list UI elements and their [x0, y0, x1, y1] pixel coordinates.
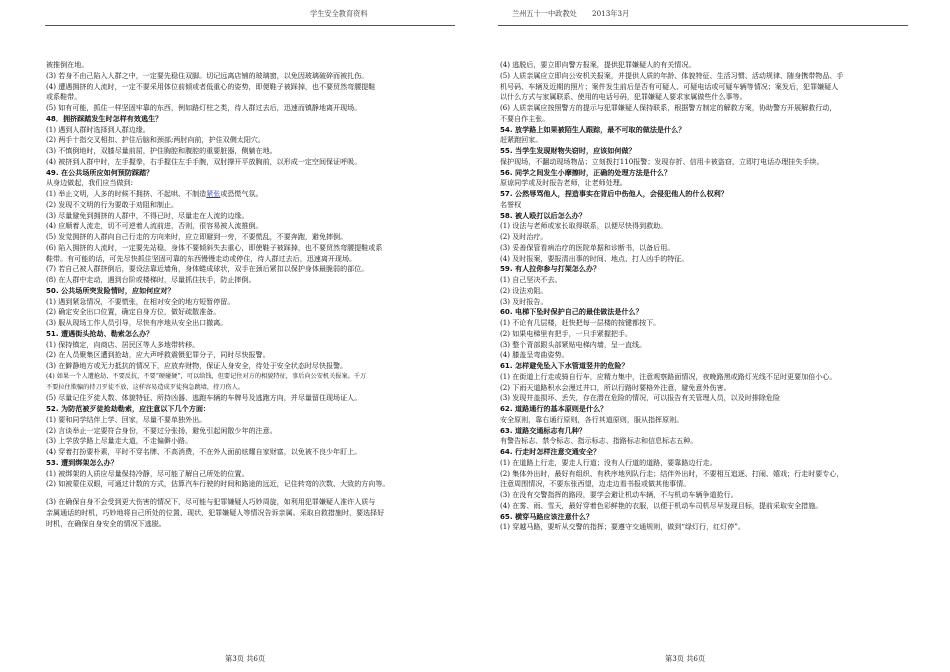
line-text: 63. 道路交通标志有几种？	[500, 425, 586, 435]
line-text: (3) 在僻静地方或无力抵抗的情况下，应放弃财物，保证人身安全，待处于安全状态时尽快报警。	[46, 361, 348, 370]
line-text: (2) 及时治疗。	[500, 232, 548, 241]
question-heading	[500, 168, 912, 179]
line-text: 57. 公然辱骂他人，捏造事实在背后中伤他人，会侵犯他人的什么权利？	[500, 189, 728, 198]
line-text: (1) 被绑架的人质应尽量保持冷静，尽可能了解自己所处的位置。	[46, 468, 249, 478]
text-line	[500, 393, 912, 404]
text-line	[500, 275, 912, 286]
line-text: 原谅同学或及时报告老师，让老师处理。	[500, 178, 627, 188]
text-line	[46, 264, 458, 275]
text-line	[500, 436, 912, 447]
line-text: (3) 在没有交警指挥的路段，要学会避让机动车辆，不与机动车辆争道抢行。	[500, 490, 738, 499]
text-line	[500, 469, 912, 480]
text-line	[500, 243, 912, 254]
text-line	[46, 447, 458, 458]
text-line	[46, 469, 458, 480]
line-text: (5) 发觉拥挤的人群向自己行走的方向来时，应立即避到一旁，不要慌乱，不要奔跑，避免摔倒。	[46, 232, 348, 241]
line-text: (2) 如被蒙住双眼，可通过计数的方式，估算汽车行驶的时间和路途的远近，记住转弯的次数、大致的方向等。	[46, 479, 390, 489]
question-heading	[500, 447, 912, 458]
text-line	[46, 426, 458, 437]
text-line	[500, 178, 912, 189]
text-line	[500, 329, 912, 340]
line-text: (3) 整个背部跟头部紧贴电梯内墙，呈一直线。	[500, 339, 647, 349]
line-text: 或系鞋带。	[46, 92, 82, 102]
line-text: 鞋带。有可能的话，可先尽快抓住坚固可靠的东西慢慢走动或停住，待人群过去后，迅速离开现场。	[46, 253, 357, 263]
line-text: (1) 遇到紧急情况，不要慌张，在相对安全的地方短暂停留。	[46, 296, 235, 306]
footer-page-left: 第3页 共6页	[225, 654, 266, 663]
line-text: (7) 若自己被人群挤倒后，要设法靠近墙角，身体蜷成球状，双手在颈后紧扣以保护身体最脆弱的部位。	[46, 264, 369, 274]
line-text: 时机，在确保自身安全的情况下逃脱。	[46, 518, 166, 528]
line-text: (3) 发现井盖损坏、丢失，存在潜在危险的情况，可以报告有关管理人员，以及时排除危险	[500, 393, 781, 403]
text-line	[46, 211, 458, 222]
text-line	[46, 178, 458, 189]
text-line	[500, 286, 912, 297]
question-heading	[46, 114, 458, 125]
text-line	[46, 275, 458, 286]
line-text: (3) 在确保自身不会受到更大伤害的情况下，尽可能与犯罪嫌疑人巧妙周旋，如利用犯罪嫌疑人准许人质与	[46, 497, 376, 506]
line-text: (2) 集体外出时，最好有组织、有秩序地列队行走；结伴外出时，不要相互追逐、打闹、嬉戏；行走时要专心，	[500, 468, 844, 478]
paragraph-gap	[46, 490, 458, 497]
line-text: (1) 穿越马路，要听从交警的指挥；要遵守交通规则，做到“绿灯行，红灯停”。	[500, 522, 745, 532]
question-heading	[500, 404, 912, 415]
text-line	[500, 415, 912, 426]
text-line	[46, 71, 458, 82]
text-line	[46, 82, 458, 93]
question-heading	[500, 426, 912, 437]
text-line	[46, 297, 458, 308]
question-heading	[500, 264, 912, 275]
line-text: 55. 当学生发现财物失窃时，应该如何做？	[500, 146, 636, 155]
line-text: (3) 上学放学路上尽量走大道，不走偏僻小路。	[46, 436, 193, 446]
line-text-tail: 或恐慌气氛。	[220, 189, 263, 198]
line-text: 60. 电梯下坠时保护自己的最佳做法是什么？	[500, 307, 643, 317]
question-heading	[46, 168, 458, 179]
left-column	[46, 60, 458, 529]
text-line	[46, 254, 458, 265]
text-line	[46, 372, 458, 383]
text-line	[500, 254, 912, 265]
line-text: (1) 自己坚决不去。	[500, 275, 562, 284]
line-text: 49. 在公共场所应如何预防踩踏？	[46, 167, 154, 177]
text-line	[500, 297, 912, 308]
text-line	[46, 125, 458, 136]
text-line	[500, 490, 912, 501]
text-line	[500, 135, 912, 146]
line-text: (2) 两手十指交叉相扣、护住后脑和颈部;两肘向前，护住双侧太阳穴。	[46, 135, 265, 145]
text-line	[500, 71, 912, 82]
line-text: (3) 妥善保管看病治疗的医院单据和诊断书，以备后用。	[500, 242, 675, 252]
line-text: 48．拥挤踩踏发生时怎样有效逃生？	[46, 113, 163, 123]
line-text: (1) 不论有几层楼，赶快把每一层楼的按键都按下。	[500, 318, 661, 327]
line-text: 62. 道路通行的基本原则是什么？	[500, 404, 608, 413]
line-text: (1) 在道路上行走，要走人行道；没有人行道的道路，要靠路边行走。	[500, 457, 717, 467]
text-line	[46, 318, 458, 329]
text-line	[500, 350, 912, 361]
line-text: 有警告标志、禁令标志、指示标志、指路标志和信息标志五种。	[500, 436, 698, 446]
line-text: 56. 同学之间发生小摩擦时，正确的处理方法是什么？	[500, 167, 672, 177]
line-text: 被推倒在地。	[46, 60, 89, 69]
text-line	[500, 318, 912, 329]
line-text: (3) 及时报告。	[500, 296, 548, 306]
question-heading	[500, 211, 912, 222]
text-line	[500, 522, 912, 533]
line-text: (1) 设法与老师或家长取得联系，以便尽快得到救助。	[500, 221, 668, 231]
text-line	[500, 92, 912, 103]
line-text: (2) 在人员聚集区遭到抢劫，应大声呼救震慑犯罪分子，同时尽快报警。	[46, 350, 270, 360]
line-text: (4) 被挤到人群中时，左手握拳，右手握住左手手腕，双肘撑开平放胸前，以形成一定空间保证呼吸。	[46, 156, 362, 166]
text-line	[500, 221, 912, 232]
text-line	[46, 383, 458, 394]
inline-link[interactable]: 紧张	[206, 189, 221, 198]
question-heading	[46, 329, 458, 340]
line-text: (3) 尽量避免到拥挤的人群中，不得已时，尽量走在人流的边缘。	[46, 210, 249, 220]
text-line	[46, 415, 458, 426]
line-text: 51. 遭遇街头抢劫、勒索怎么办？	[46, 328, 154, 338]
question-heading	[500, 512, 912, 523]
right-column	[500, 60, 912, 533]
text-line	[500, 479, 912, 490]
text-line	[46, 135, 458, 146]
line-text: 不要拉住欺骗的持刀歹徒不放，这样容易造成歹徒狗急跳墙，持刀伤人。	[46, 383, 244, 391]
text-line	[46, 60, 458, 71]
line-text: (4) 逃脱后，要立即向警方报案，提供犯罪嫌疑人的有关情况。	[500, 60, 696, 69]
line-text: 61. 怎样避免坠入下水管道竖井的危险？	[500, 361, 629, 370]
text-line	[500, 340, 912, 351]
line-text: (2) 设法劝阻。	[500, 285, 548, 295]
text-line	[46, 436, 458, 447]
text-line	[46, 243, 458, 254]
line-text: (2) 确定安全出口位置，确定自身方位，做好疏散准备。	[46, 307, 221, 317]
line-text: 50. 公共场所突发险情时，应如何应对？	[46, 285, 175, 295]
question-heading	[46, 458, 458, 469]
question-heading	[46, 286, 458, 297]
text-line	[500, 103, 912, 114]
text-line	[46, 146, 458, 157]
line-text: (2) 言谈举止一定要符合身份，不要过分张扬，避免引起闲散少年的注意。	[46, 425, 277, 435]
line-text: 安全原则，靠右通行原则，各行其道原则，服从指挥原则。	[500, 414, 684, 424]
text-line	[46, 361, 458, 372]
line-text: 58. 被人殴打以后怎么办？	[500, 210, 586, 220]
question-heading	[500, 189, 912, 200]
line-text: 亲属通话的时机，巧妙地将自己所处的位置、现状、犯罪嫌疑人等情况告诉亲属。采取自救措施时，要选择好	[46, 507, 385, 517]
line-text: 从身边做起，我们应当做到:	[46, 178, 133, 188]
line-text: (4) 应顺着人流走，切不可逆着人流前进，否则，很容易被人流推倒。	[46, 221, 263, 231]
line-text: (5) 尽量记住歹徒人数、体貌特征、所持凶器、逃跑车辆的车牌号及逃跑方向，并尽量留住现场证人。	[46, 393, 362, 403]
line-text: (4) 如果一个人遭抢劫，不要反抗，不要“硬碰硬”，可以给钱，但要记住对方的相貌特征，事后向公安机关报案。千万	[46, 372, 367, 380]
line-text: (1) 遇到人群时选择到人群边缘。	[46, 124, 150, 134]
text-line	[500, 200, 912, 211]
text-line	[500, 60, 912, 71]
line-text: (4) 在雾、雨、雪天，最好穿着色彩鲜艳的衣服，以便于机动车司机尽早发现目标，提前采取安全措施。	[500, 500, 823, 510]
line-text: 65. 横穿马路应该注意什么？	[500, 511, 594, 521]
text-line	[46, 157, 458, 168]
text-line	[500, 501, 912, 512]
question-heading	[500, 146, 912, 157]
line-text: (4) 及时报案，要报清出事的时间、地点、打人凶手的特征。	[500, 253, 689, 263]
text-line	[500, 157, 912, 168]
text-line	[500, 383, 912, 394]
line-text: 保护现场，不翻动现场物品；立刻拨打110报警；发现存折、信用卡被盗窃，立即打电话办理挂失手续。	[500, 156, 824, 166]
text-line	[46, 200, 458, 211]
text-line	[46, 232, 458, 243]
question-heading	[500, 125, 912, 136]
text-line	[46, 103, 458, 114]
text-line	[46, 508, 458, 519]
line-text: 52. 为防范被歹徒抢劫勒索，应注意以下几个方面：	[46, 404, 211, 413]
line-text: 赶紧跑回家。	[500, 135, 543, 145]
line-text: 以什么方式与家属联系、使用的电话号码，犯罪嫌疑人要求家属做些什么事等。	[500, 92, 747, 102]
line-text: 注意周围情况，不要东张西望，边走边看书报或做其他事情。	[500, 479, 691, 489]
line-text: (4) 遭遇拥挤的人流时，一定不要采用体位前倾或者低重心的姿势，即便鞋子被踩掉，也不要贸然弯腰提鞋	[46, 81, 376, 91]
text-line	[46, 497, 458, 508]
line-text: (1) 举止文明，人多的时候不拥挤、不起哄、不制造	[46, 189, 207, 198]
line-text: 53. 遭到绑架怎么办？	[46, 457, 118, 467]
text-line	[46, 221, 458, 232]
text-line	[46, 479, 458, 490]
question-heading	[500, 307, 912, 318]
line-text: 64. 行走时怎样注意交通安全？	[500, 447, 601, 456]
line-text: (3) 服从现场工作人员引导，尽快有序地从安全出口撤离。	[46, 318, 228, 327]
line-text: (3) 不慎倒地时，双膝尽量前屈，护住胸腔和腹腔的重要脏器，侧躺在地。	[46, 146, 277, 155]
line-text: (6) 人质亲属应按照警方的提示与犯罪嫌疑人保持联系，根据警方制定的解救方案，协助警方开展解救行动，	[500, 103, 837, 112]
line-text: (5) 人质亲属应立即向公安机关报案，并提供人质的年龄、体貌特征、生活习惯、活动规律、随身携带物品、手	[500, 70, 844, 80]
line-text: (6) 陷入拥挤的人流时，一定要先站稳，身体不要倾斜失去重心，即使鞋子被踩掉，也不要贸然弯腰提鞋或系	[46, 242, 383, 252]
text-line	[46, 307, 458, 318]
line-text: (2) 下雨天道路积水会漫过井口，所以行路时要格外注意，避免意外伤害。	[500, 382, 731, 392]
header-left-title: 学生安全教育资料	[310, 9, 368, 18]
line-text: (2) 如果电梯里有把手，一只手紧握把手。	[500, 328, 633, 338]
header-right-date: 2013年3月	[592, 9, 630, 18]
text-line	[500, 372, 912, 383]
text-line	[46, 92, 458, 103]
header-right-title: 兰州五十一中政教处	[512, 9, 577, 18]
header-rule-left	[45, 25, 455, 26]
line-text: (4) 穿着打扮要朴素，平时不穿名牌、不高消费，不在外人面前炫耀自家财富，以免被不良少年盯上。	[46, 447, 362, 456]
line-text: (5) 如有可能，抓住一样坚固牢靠的东西，例如路灯柱之类，待人群过去后，迅速而镇静地离开现场。	[46, 103, 362, 112]
text-line	[500, 82, 912, 93]
text-line	[46, 340, 458, 351]
line-text: 名誉权	[500, 199, 522, 209]
line-text: (2) 发现不文明的行为要敢于劝阻和制止。	[46, 199, 179, 209]
text-line	[46, 189, 458, 200]
question-heading	[500, 361, 912, 372]
text-line	[500, 458, 912, 469]
line-text: 不要自作主张。	[500, 113, 550, 123]
footer-page-right: 第3页 共6页	[665, 654, 706, 663]
line-text: (1) 在街道上行走或骑自行车，应精力集中，注意观察路面情况，夜晚路黑或路灯光线不足时更要加倍小心。	[500, 371, 837, 381]
text-line	[500, 114, 912, 125]
line-text: 59. 有人拉你参与打架怎么办？	[500, 264, 601, 274]
text-line	[46, 393, 458, 404]
line-text: (1) 保持镇定，向商店、居民区等人多地带转移。	[46, 339, 200, 349]
line-text: 机号码、车辆及近期的照片；案件发生前后是否有可疑人、可疑电话或可疑车辆等情况；案发后，犯罪嫌疑人	[500, 81, 839, 91]
line-text: (3) 若身不由己陷入人群之中，一定要先稳住双脚。切记远离店铺的玻璃窗，以免因玻璃破碎而被扎伤。	[46, 70, 369, 80]
line-text: (1) 要和同学结伴上学、回家，尽量不要单独外出。	[46, 414, 207, 424]
line-text: 54. 放学路上如果被陌生人跟踪，最不可取的做法是什么？	[500, 124, 686, 134]
header-rule-right	[498, 25, 908, 26]
line-text: (4) 膝盖呈弯曲姿势。	[500, 350, 569, 360]
line-text: (8) 在人群中走动，遇到台阶或楼梯时，尽量抓住扶手，防止摔倒。	[46, 275, 256, 284]
text-line	[500, 232, 912, 243]
text-line	[46, 519, 458, 530]
question-heading	[46, 404, 458, 415]
text-line	[46, 350, 458, 361]
